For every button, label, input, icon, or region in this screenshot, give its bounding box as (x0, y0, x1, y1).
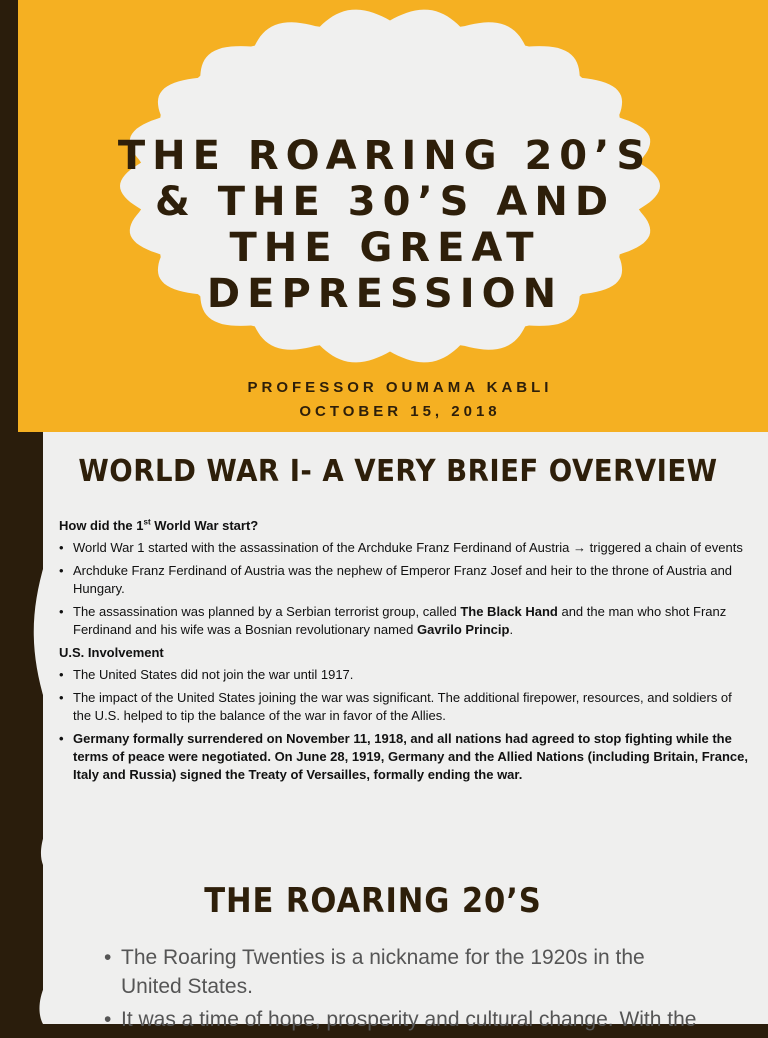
list-item: • The Roaring Twenties is a nickname for the 1920s in the United States. (104, 943, 704, 1001)
wwi-overview-slide (0, 432, 768, 865)
slide-body (59, 517, 749, 789)
slide-heading: WORLD WAR I- A VERY BRIEF OVERVIEW (78, 454, 718, 489)
question-heading: How did the 1st World War start? (59, 517, 259, 533)
list-item: • World War 1 started with the assassination of the Archduke Franz Ferdinand of Austria → triggered a chain of events (59, 539, 749, 557)
us-list (59, 666, 749, 784)
list-item: • The assassination was planned by a Serbian terrorist group, called The Black Hand and the man who shot Franz Ferdinand and his wife was a Bosnian revolutionary named Gavrilo Princip. (59, 603, 749, 639)
presenter-name: PROFESSOR OUMAMA KABLI (247, 379, 553, 396)
cause-list (59, 539, 749, 639)
presentation-title: THE ROARING 20’S & THE 30’S AND THE GREAT DEPRESSION (117, 133, 653, 317)
list-item: • The United States did not join the war until 1917. (59, 666, 749, 684)
list-item: • The impact of the United States joining the war was significant. The additional firepower, resources, and soldiers of the U.S. helped to tip the balance of the war in favor of the Allies. (59, 689, 749, 725)
list-item: • Archduke Franz Ferdinand of Austria was the nephew of Emperor Franz Josef and heir to the throne of Austria and Hungary. (59, 562, 749, 598)
presentation-date: OCTOBER 15, 2018 (299, 403, 501, 420)
list-item: • Germany formally surrendered on November 11, 1918, and all nations had agreed to stop fighting while the terms of peace were negotiated. On June 28, 1919, Germany and the Allied Nations (including Britain, France, Italy and Russia) signed the Treaty of Versailles, formally ending the war. (59, 730, 749, 784)
title-slide (0, 0, 768, 432)
list-item: • It was a time of hope, prosperity and cultural change. With the (104, 1005, 704, 1034)
roaring-20s-slide (0, 865, 768, 1031)
slide-heading: THE ROARING 20’S (204, 881, 542, 921)
us-involvement-heading: U.S. Involvement (59, 645, 164, 660)
presenter-info (90, 376, 710, 424)
